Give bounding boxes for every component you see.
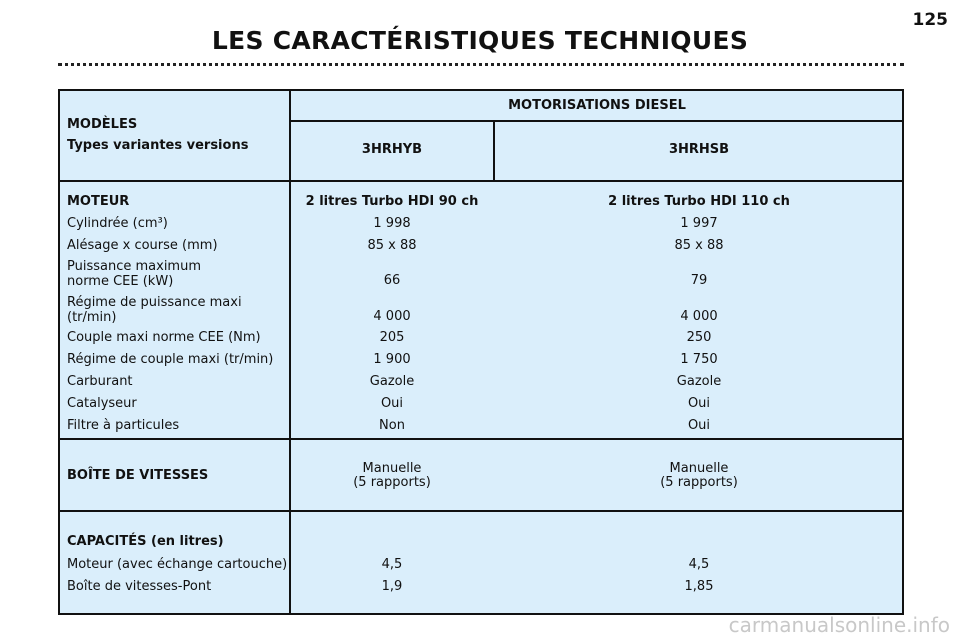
spec-value: 250 (686, 330, 712, 345)
spec-value: 1 998 (373, 216, 411, 231)
spec-value: 1 750 (680, 352, 718, 367)
models-label: MODÈLES (67, 117, 138, 132)
spec-value: 79 (690, 273, 708, 288)
types-label: Types variantes versions (67, 138, 249, 153)
model-code-1: 3HRHYB (361, 142, 423, 157)
page-number: 125 (912, 10, 948, 30)
row-divider (60, 180, 902, 182)
spec-value: 85 x 88 (674, 238, 724, 253)
site-watermark: carmanualsonline.info (728, 613, 950, 637)
engine-section-title: MOTEUR (67, 194, 130, 209)
spec-label: Boîte de vitesses-Pont (67, 579, 212, 594)
dotted-divider (58, 63, 904, 66)
gearbox-section-title: BOÎTE DE VITESSES (67, 468, 209, 483)
spec-value: Oui (687, 396, 711, 411)
spec-label: Régime de puissance maxi (67, 295, 242, 310)
spec-value: 85 x 88 (367, 238, 417, 253)
spec-label: Carburant (67, 374, 133, 389)
row-divider (60, 438, 902, 440)
row-divider (289, 120, 902, 122)
spec-value: 4,5 (381, 557, 403, 572)
spec-label: Moteur (avec échange cartouche) (67, 557, 288, 572)
spec-label: Couple maxi norme CEE (Nm) (67, 330, 261, 345)
spec-value: 4 000 (373, 309, 411, 324)
spec-value: Oui (380, 396, 404, 411)
spec-value: 4 000 (680, 309, 718, 324)
specifications-table (58, 89, 904, 615)
spec-value: Gazole (369, 374, 415, 389)
spec-value: 1,85 (684, 579, 714, 594)
spec-value: 1 997 (680, 216, 718, 231)
spec-value: 1,9 (381, 579, 403, 594)
gearbox-ratios-1: (5 rapports) (353, 475, 431, 490)
spec-label: Régime de couple maxi (tr/min) (67, 352, 274, 367)
gearbox-type-2: Manuelle (669, 461, 729, 476)
spec-label: Alésage x course (mm) (67, 238, 218, 253)
capacities-section-title: CAPACITÉS (en litres) (67, 534, 224, 549)
spec-value: Oui (687, 418, 711, 433)
model-code-2: 3HRHSB (668, 142, 730, 157)
spec-value: 66 (383, 273, 401, 288)
row-divider (60, 510, 902, 512)
spec-label: Puissance maximum (67, 259, 201, 274)
spec-value: 4,5 (688, 557, 710, 572)
engine-name-2: 2 litres Turbo HDI 110 ch (608, 194, 790, 209)
spec-label: Filtre à particules (67, 418, 180, 433)
spec-value: 1 900 (373, 352, 411, 367)
engine-name-1: 2 litres Turbo HDI 90 ch (305, 194, 479, 209)
page-title: LES CARACTÉRISTIQUES TECHNIQUES (211, 26, 749, 55)
gearbox-type-1: Manuelle (362, 461, 422, 476)
spec-label: Cylindrée (cm³) (67, 216, 168, 231)
spec-label: norme CEE (kW) (67, 274, 174, 289)
spec-value: 205 (379, 330, 405, 345)
spec-value: Non (379, 418, 405, 433)
spec-label: Catalyseur (67, 396, 137, 411)
diesel-header: MOTORISATIONS DIESEL (508, 98, 686, 113)
spec-label: (tr/min) (67, 310, 117, 325)
gearbox-ratios-2: (5 rapports) (660, 475, 738, 490)
spec-value: Gazole (676, 374, 722, 389)
